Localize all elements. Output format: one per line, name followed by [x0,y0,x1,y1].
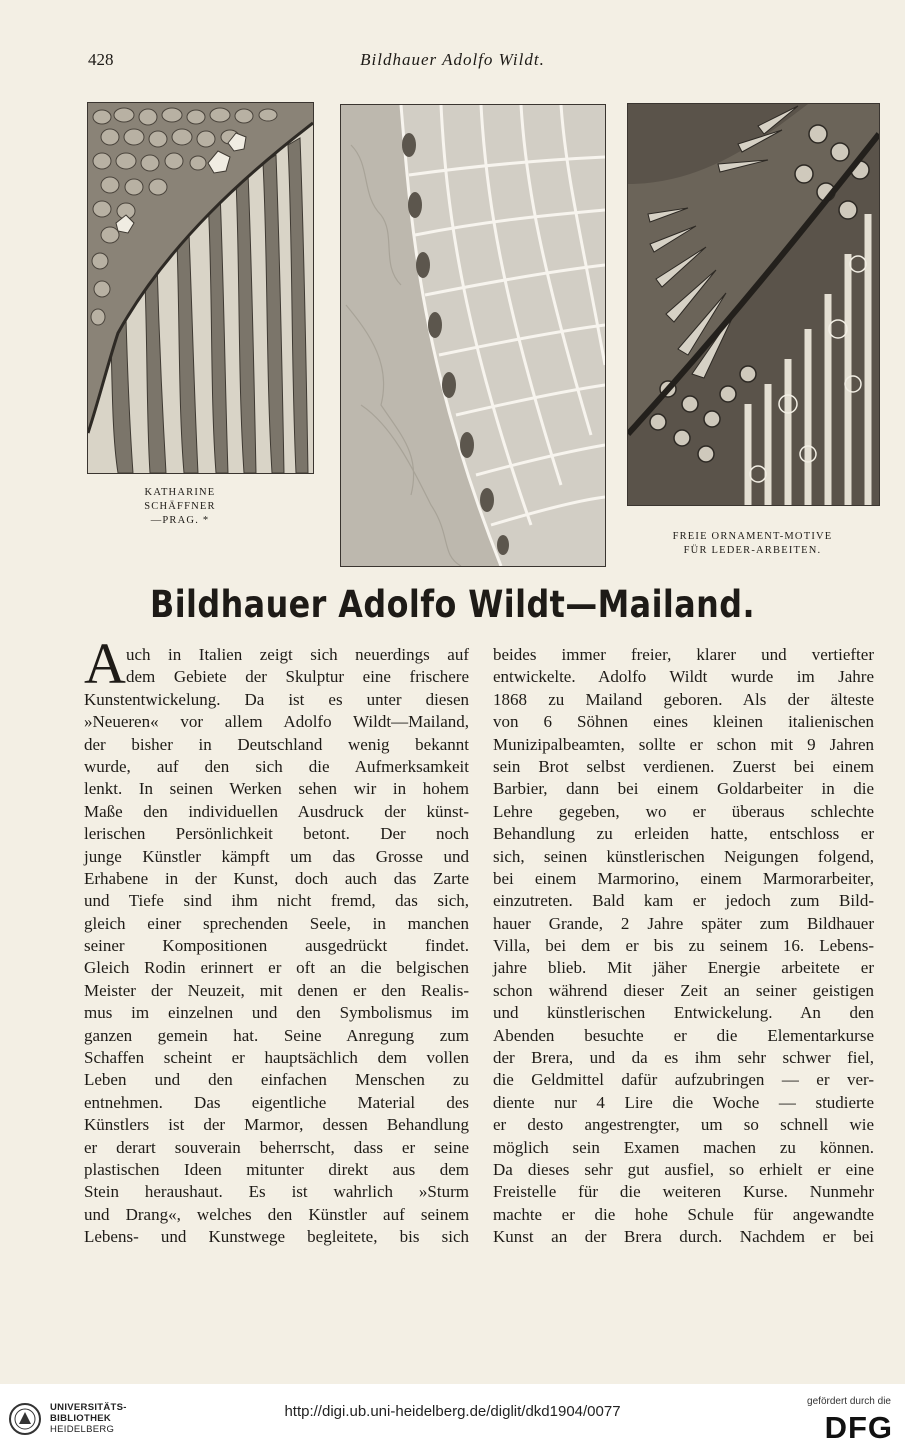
ornament-plate-right [627,103,880,506]
library-name-line: HEIDELBERG [50,1424,115,1435]
caption-right-line: FREIE ORNAMENT-MOTIVE [672,531,833,542]
text-line: seiner Kompositionen ausgedrückt findet. [84,936,469,956]
text-line: diente nur 4 Lire die Woche — studierte [493,1092,874,1112]
running-head: Bildhauer Adolfo Wildt. [360,50,545,69]
text-line: Munizipalbeamten, sollte er schon mit 9 Jahren [493,734,874,754]
text-line: möglich sein Examen machen zu können. [493,1137,874,1157]
text-line: sich, seinen künstlerischen Neigungen folgend, [493,846,874,866]
text-line: die Geldmittel dafür aufzubringen — er ver- [493,1070,874,1090]
ornament-left-illustration [88,103,313,473]
text-line: mus im einzelnen und den Symbolismus im [84,1003,469,1023]
library-name-line: UNIVERSITÄTS- [50,1402,127,1413]
text-column-right [493,644,874,1249]
dfg-logo: DFG [824,1410,893,1445]
text-column-left [84,644,469,1249]
text-line: einzutreten. Bald kam er jedoch zum Bild- [493,891,874,911]
text-line: Meister der Neuzeit, mit denen er den Realis- [84,980,469,1000]
text-line: plastischen Ideen mitunter direkt aus dem [84,1159,469,1179]
text-line: er derart souverain beherrscht, dass er seine [84,1137,469,1157]
caption-left-line: —PRAG. * [150,515,210,526]
text-line: Lehre gegeben, wo er überaus schlechte [493,801,874,821]
text-line: Behandlung zu erleiden hatte, entschloss er [493,824,874,844]
text-line: Lebens- und Kunstwege begleitete, bis sich [84,1227,469,1247]
text-line: Abenden besuchte er die Elementarkurse [493,1025,874,1045]
text-line: und künstlerischen Entwickelung. An den [493,1003,874,1023]
library-name-line: BIBLIOTHEK [50,1413,112,1424]
ornament-middle-illustration [341,105,605,566]
text-line: wurde, auf den sich die Aufmerksamkeit [84,756,469,776]
text-line: beides immer freier, klarer und vertiefter [493,645,874,664]
text-line: er desto angestrengter, um so schnell wie [493,1115,874,1135]
text-line: Villa, bei dem er bis zu seinem 16. Lebens- [493,936,874,956]
text-line: Kunst an der Brera durch. Nachdem er bei [493,1227,874,1247]
page-number: 428 [88,50,114,69]
text-line: Da dieses sehr gut ausfiel, so erhielt er eine [493,1159,874,1179]
text-line: machte er die hohe Schule für angewandte [493,1204,874,1224]
text-line: entnehmen. Das eigentliche Material des [84,1092,469,1112]
text-line: der bisher in Deutschland wenig bekannt [84,734,469,754]
caption-right-line: FÜR LEDER-ARBEITEN. [683,545,822,556]
text-line: Gleich Rodin erinnert er oft an die belgischen [84,958,469,978]
text-line: lenkt. In seinen Werken sehen wir in hohem [84,779,469,799]
text-line: dem Gebiete der Skulptur eine frischere [126,667,469,687]
caption-left [120,486,240,528]
text-line: Künstlers ist der Marmor, dessen Behandlung [84,1115,469,1135]
text-line: 1868 zu Mailand geboren. Als der älteste [493,689,874,709]
text-line: der Brera, und da es ihm sehr schwer fiel, [493,1048,874,1068]
text-line: Barbier, dann bei einem Goldarbeiter in die [493,779,874,799]
drop-cap: A [84,631,126,696]
text-line: bei einem Marmorino, einem Marmorarbeiter, [493,868,874,888]
text-line: ganzen gemein hat. Seine Anregung zum [84,1025,469,1045]
text-line: und Drang«, welches den Künstler auf seinem [84,1204,469,1224]
text-line: schon während dieser Zeit an seiner geistigen [493,980,874,1000]
text-line: jahre blieb. Mit jäher Energie arbeitete er [493,958,874,978]
text-line: sein Brot selbst verdienen. Zuerst bei einem [493,756,874,776]
article-title: Bildhauer Adolfo Wildt—Mailand. [150,583,755,626]
text-line: junge Künstler kämpft um das Grosse und [84,846,469,866]
text-line: von 6 Söhnen eines kleinen italienischen [493,712,874,732]
caption-left-line: SCHÄFFNER [144,501,216,512]
ornament-plate-middle [340,104,606,567]
text-line: »Neueren« vor allem Adolfo Wildt—Mailand, [84,712,469,732]
text-line: Freistelle für die weiteren Kurse. Nunmehr [493,1182,874,1202]
text-line: Schaffen scheint er hauptsächlich dem vollen [84,1048,469,1068]
text-line: uch in Italien zeigt sich neuerdings auf [126,645,469,664]
text-line: lerischen Persönlichkeit betont. Der noch [84,824,469,844]
ornament-plate-left [87,102,314,474]
text-line: Erhabene in der Kunst, doch auch das Zarte [84,868,469,888]
text-line: hauer Grande, 2 Jahre später zum Bildhauer [493,913,874,933]
caption-right [630,530,875,558]
caption-left-line: KATHARINE [144,487,216,498]
text-line: und Tiefe sind ihm nicht fremd, das sich, [84,891,469,911]
text-line: Stein heraushaut. Es ist wahrlich »Sturm [84,1182,469,1202]
text-line: entwickelte. Adolfo Wildt wurde im Jahre [493,667,874,687]
source-url[interactable]: http://digi.ub.uni-heidelberg.de/diglit/dkd1904/0077 [284,1403,621,1420]
text-line: Maße den individuellen Ausdruck der künst- [84,801,469,821]
text-line: Kunstentwickelung. Da ist es unter diesen [84,689,469,709]
text-line: gleich einer sprechenden Seele, in manchen [84,913,469,933]
ornament-right-illustration [628,104,879,505]
text-line: Leben und den einfachen Menschen zu [84,1070,469,1090]
funding-note: gefördert durch die [807,1396,891,1407]
